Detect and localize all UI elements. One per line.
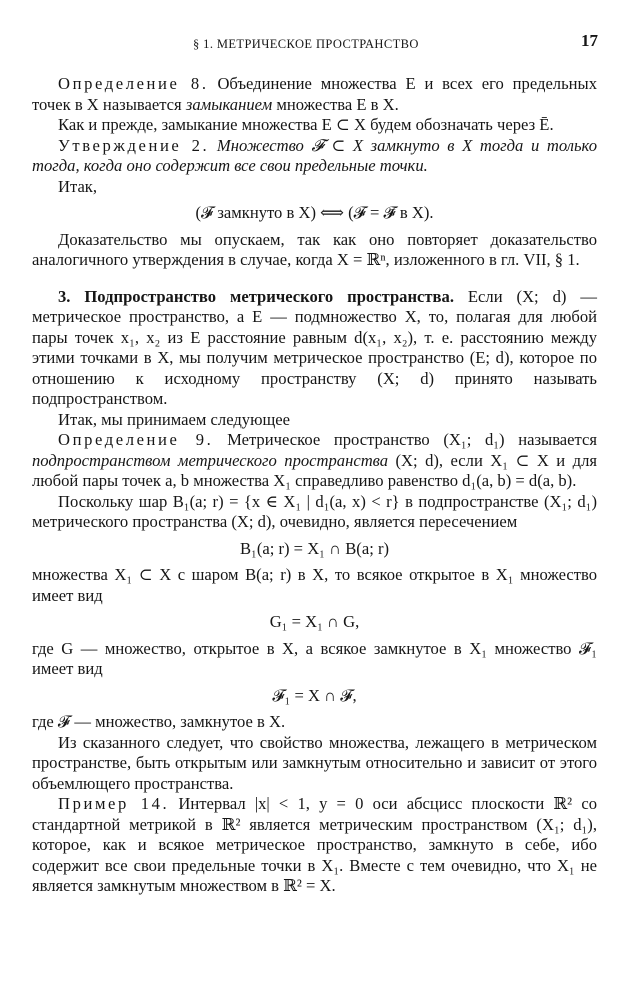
running-head: § 1. МЕТРИЧЕСКОЕ ПРОСТРАНСТВО <box>193 37 419 51</box>
section-3: 3. Подпространство метрического пространства. Если (X; d) — метрическое пространство, а E — подмножество X, то, полагая для любой пары точек x₁, x₂ из E расстояние равным d(x₁, x₂), т. е. расстоянию между этими точками в X, мы получим метрическое пространство (E; d), которое по отношению к исходному пространству (X; d) принято называть подпространством. <box>32 286 597 408</box>
paragraph: где G — множество, открытое в X, а всякое замкнутое в X₁ множество 𝓕₁ имеет вид <box>32 638 597 678</box>
equation: (𝓕 замкнуто в X) ⟺ (𝓕 = 𝓕̄ в X). <box>195 203 434 222</box>
paragraph: Как и прежде, замыкание множества E ⊂ X будем обозначать через Ē. <box>58 115 554 134</box>
equation: 𝓕₁ = X ∩ 𝓕, <box>272 685 357 705</box>
body-text <box>32 74 597 897</box>
example-14: Пример 14. Интервал |x| < 1, y = 0 оси абсцисс плоскости ℝ² со стандартной метрикой в ℝ² является метрическим пространством (X₁; d₁), которое, как и всякое метрическое пространство, замкнуто в себе, ибо содержит все свои предельные точки в X₁. Вместе с тем очевидно, что X₁ не является замкнутым множеством в ℝ² = X. <box>32 794 597 895</box>
page-header <box>0 31 628 56</box>
defined-term: замыканием <box>185 94 273 114</box>
paragraph: Итак, <box>58 176 98 196</box>
statement-label: Утверждение 2. <box>58 135 210 155</box>
definition-label: Определение 8. <box>58 74 209 93</box>
statement-2: Утверждение 2. Множество 𝓕 ⊂ X замкнуто в X тогда и только тогда, когда оно содержит все свои предельные точки. <box>32 135 597 175</box>
defined-term: подпространством метрического пространства <box>32 450 389 470</box>
paragraph: Доказательство мы опускаем, так как оно повторяет доказательство аналогичного утверждения в случае, когда X = ℝⁿ, изложенного в гл. VII, § 1. <box>32 229 597 269</box>
equation: G₁ = X₁ ∩ G, <box>269 612 360 631</box>
paragraph: множества X₁ ⊂ X с шаром B(a; r) в X, то всякое открытое в X₁ множество имеет вид <box>32 565 597 605</box>
definition-label: Определение 9. <box>58 430 214 449</box>
example-label: Пример 14. <box>58 794 170 813</box>
paragraph: Поскольку шар B₁(a; r) = {x ∈ X₁ | d₁(a, x) < r} в подпространстве (X₁; d₁) метрического пространства (X; d), очевидно, является пересечением <box>32 491 597 531</box>
section-heading: 3. Подпространство метрического пространства. <box>58 286 454 306</box>
definition-9: Определение 9. Метрическое пространство (X₁; d₁) называется подпространством метрического пространства (X; d), если X₁ ⊂ X и для любой пары точек a, b множества X₁ справедливо равенство d₁(a, b) = d(a, b). <box>32 430 597 490</box>
definition-8: Определение 8. Объединение множества E и всех его предельных точек в X называется замыканием множества E в X. <box>32 74 597 114</box>
paragraph: Итак, мы принимаем следующее <box>58 409 290 429</box>
paragraph: Из сказанного следует, что свойство множества, лежащего в метрическом пространстве, быть открытым или замкнутым относительно и зависит от этого объемлющего пространства. <box>32 732 597 793</box>
paragraph: где 𝓕 — множество, замкнутое в X. <box>32 712 286 731</box>
equation: B₁(a; r) = X₁ ∩ B(a; r) <box>239 538 390 558</box>
page-number: 17 <box>581 31 598 50</box>
